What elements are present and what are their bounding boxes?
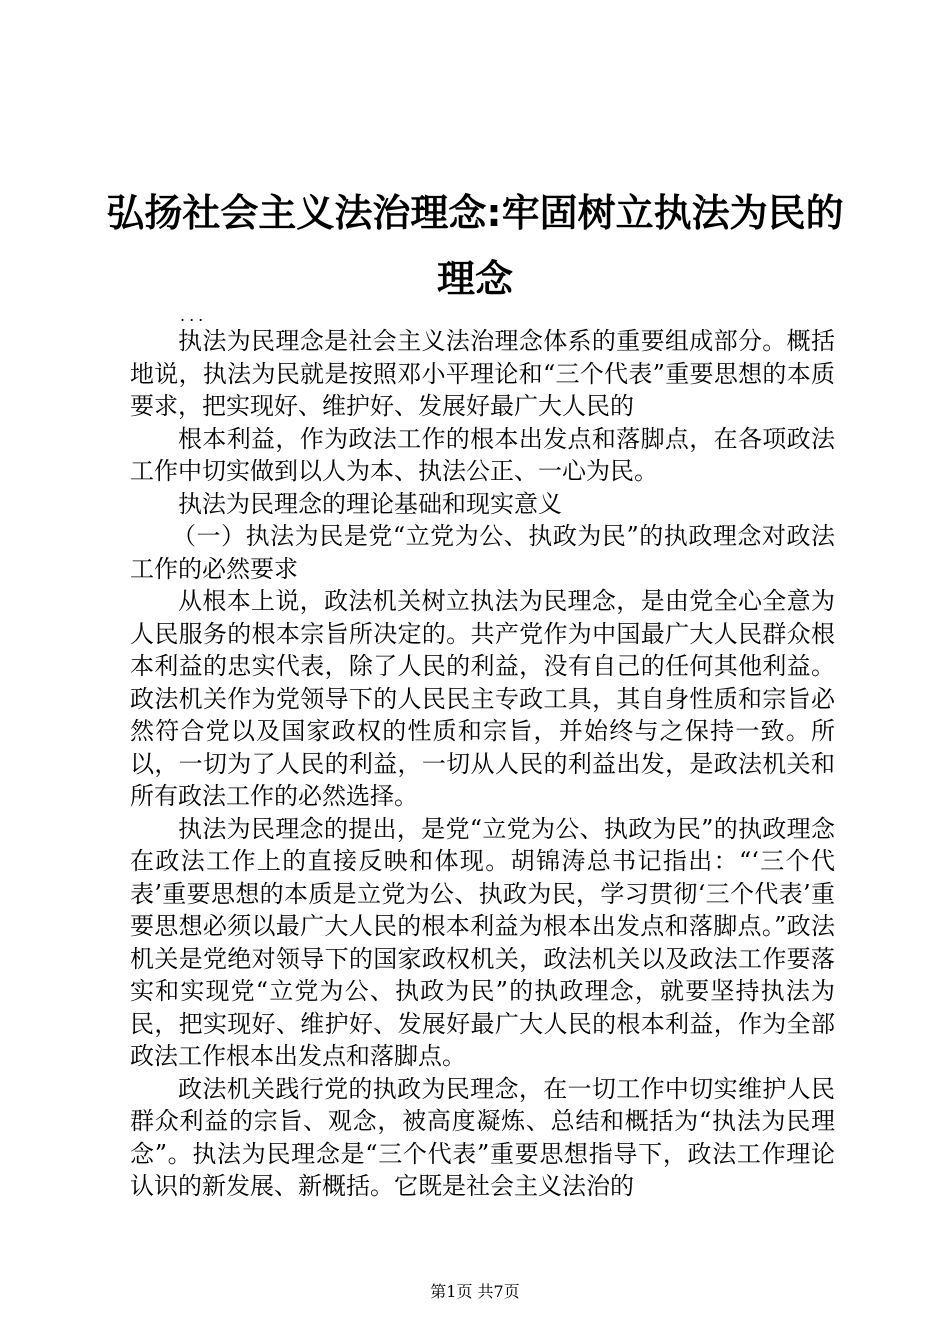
paragraph-4: 执法为民理念的提出，是党“立党为公、执政为民”的执政理念在政法工作上的直接反映和体现。胡锦涛总书记指出：“‘三个代表’重要思想的本质是立党为公、执政为民，学习贯彻‘三个代表’重要思想必须以最广大人民的根本利益为根本出发点和落脚点。”政法机关是党绝对领导下的国家政权机关，政法机关以及政法工作要落实和实现党“立党为公、执政为民”的执政理念，就要坚持执法为民，把实现好、维护好、发展好最广大人民的根本利益，作为全部政法工作根本出发点和落脚点。	[130, 814, 835, 1070]
ellipsis-marker: ...	[180, 306, 208, 325]
subsection-heading-1: （一）执法为民是党“立党为公、执政为民”的执政理念对政法工作的必然要求	[130, 522, 835, 583]
page-footer: 第1页 共7页	[430, 1282, 520, 1301]
paragraph-3: 从根本上说，政法机关树立执法为民理念，是由党全心全意为人民服务的根本宗旨所决定的。共产党作为中国最广大人民群众根本利益的忠实代表，除了人民的利益，没有自己的任何其他利益。政法机关作为党领导下的人民民主专政工具，其自身性质和宗旨必然符合党以及国家政权的性质和宗旨，并始终与之保持一致。所以，一切为了人民的利益，一切从人民的利益出发，是政法机关和所有政法工作的必然选择。	[130, 587, 835, 810]
section-heading: 执法为民理念的理论基础和现实意义	[178, 489, 562, 518]
paragraph-1: 执法为民理念是社会主义法治理念体系的重要组成部分。概括地说，执法为民就是按照邓小平理论和“三个代表”重要思想的本质要求，把实现好、维护好、发展好最广大人民的	[130, 327, 835, 420]
paragraph-2: 根本利益，作为政法工作的根本出发点和落脚点，在各项政法工作中切实做到以人为本、执法公正、一心为民。	[130, 424, 835, 485]
document-title: 弘扬社会主义法治理念:牢固树立执法为民的理念	[106, 191, 844, 301]
paragraph-5: 政法机关践行党的执政为民理念，在一切工作中切实维护人民群众利益的宗旨、观念，被高度凝炼、总结和概括为“执法为民理念”。执法为民理念是“三个代表”重要思想指导下，政法工作理论认识的新发展、新概括。它既是社会主义法治的	[130, 1074, 835, 1200]
document-body	[130, 325, 835, 1203]
